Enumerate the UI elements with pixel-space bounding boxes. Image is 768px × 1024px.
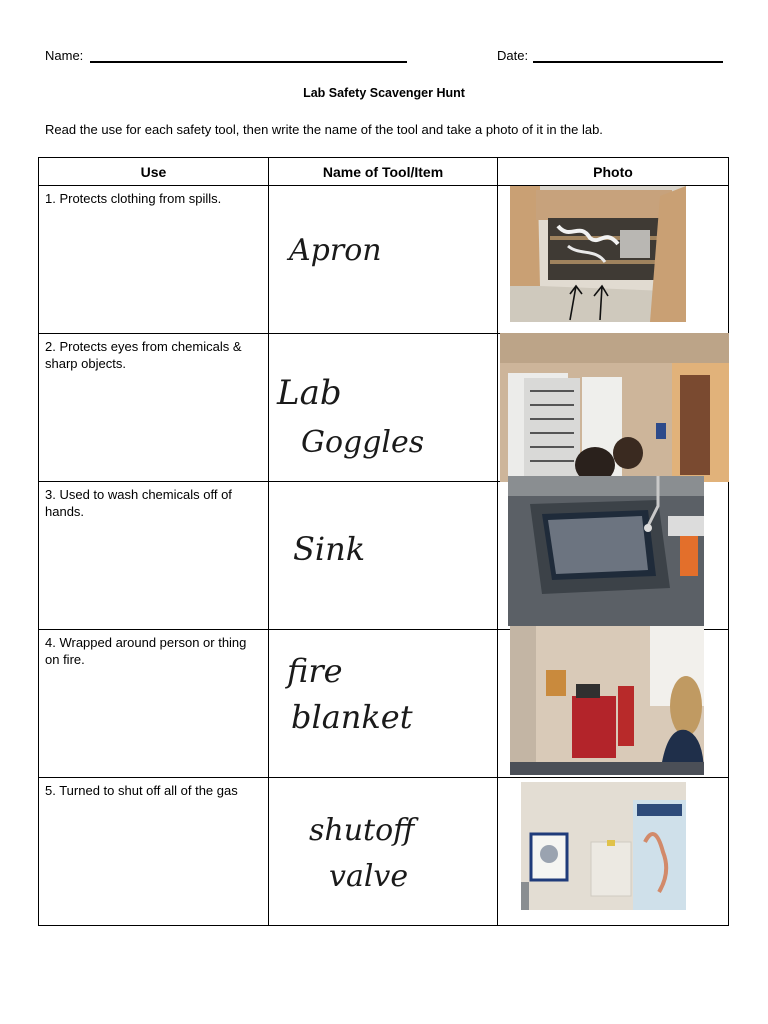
fire-blanket-wall-photo bbox=[510, 626, 704, 775]
answer-cell[interactable] bbox=[269, 482, 498, 630]
photo-cell bbox=[498, 630, 729, 778]
table-row bbox=[39, 334, 729, 482]
answer-cell[interactable] bbox=[269, 630, 498, 778]
use-text: 4. Wrapped around person or thing on fire. bbox=[45, 635, 247, 667]
name-label: Name: bbox=[45, 48, 84, 63]
use-text: 5. Turned to shut off all of the gas bbox=[45, 783, 238, 798]
column-header-use: Use bbox=[39, 158, 269, 186]
handwritten-answer bbox=[269, 630, 498, 777]
handwritten-line: Apron bbox=[289, 233, 382, 268]
handwritten-answer bbox=[269, 778, 498, 925]
photo-cell bbox=[498, 334, 729, 482]
handwritten-line: Goggles bbox=[301, 425, 425, 460]
use-text: 1. Protects clothing from spills. bbox=[45, 191, 222, 206]
cabinet-with-aprons-photo bbox=[510, 186, 686, 322]
handwritten-line: Lab bbox=[277, 373, 342, 413]
gas-shutoff-wall-photo bbox=[521, 782, 686, 910]
table-row bbox=[39, 778, 729, 926]
instructions: Read the use for each safety tool, then write the name of the tool and take a photo of it in the lab. bbox=[45, 122, 603, 137]
handwritten-answer bbox=[269, 334, 498, 481]
table-header-row bbox=[39, 158, 729, 186]
photo-cell bbox=[498, 482, 729, 630]
handwritten-line: fire bbox=[287, 652, 343, 690]
handwritten-line: valve bbox=[329, 859, 409, 894]
use-cell bbox=[39, 482, 269, 630]
answer-cell[interactable] bbox=[269, 334, 498, 482]
answer-cell[interactable] bbox=[269, 186, 498, 334]
handwritten-line: Sink bbox=[293, 530, 366, 568]
name-field[interactable] bbox=[90, 61, 407, 63]
photo-cell bbox=[498, 186, 729, 334]
date-field[interactable] bbox=[533, 61, 723, 63]
scavenger-hunt-table bbox=[38, 157, 729, 926]
table-row bbox=[39, 630, 729, 778]
use-cell bbox=[39, 778, 269, 926]
table-row bbox=[39, 186, 729, 334]
handwritten-line: blanket bbox=[291, 698, 413, 736]
photo-cell bbox=[498, 778, 729, 926]
table-row bbox=[39, 482, 729, 630]
use-text: 3. Used to wash chemicals off of hands. bbox=[45, 487, 232, 519]
worksheet-title: Lab Safety Scavenger Hunt bbox=[303, 86, 465, 100]
answer-cell[interactable] bbox=[269, 778, 498, 926]
handwritten-answer bbox=[269, 186, 498, 333]
use-cell bbox=[39, 334, 269, 482]
handwritten-line: shutoff bbox=[309, 813, 415, 848]
column-header-name: Name of Tool/Item bbox=[269, 158, 498, 186]
goggle-cabinet-photo bbox=[500, 333, 729, 482]
handwritten-answer bbox=[269, 482, 498, 629]
use-cell bbox=[39, 186, 269, 334]
use-cell bbox=[39, 630, 269, 778]
column-header-photo: Photo bbox=[498, 158, 729, 186]
use-text: 2. Protects eyes from chemicals & sharp objects. bbox=[45, 339, 242, 371]
lab-sink-photo bbox=[508, 476, 704, 626]
date-label: Date: bbox=[497, 48, 529, 63]
